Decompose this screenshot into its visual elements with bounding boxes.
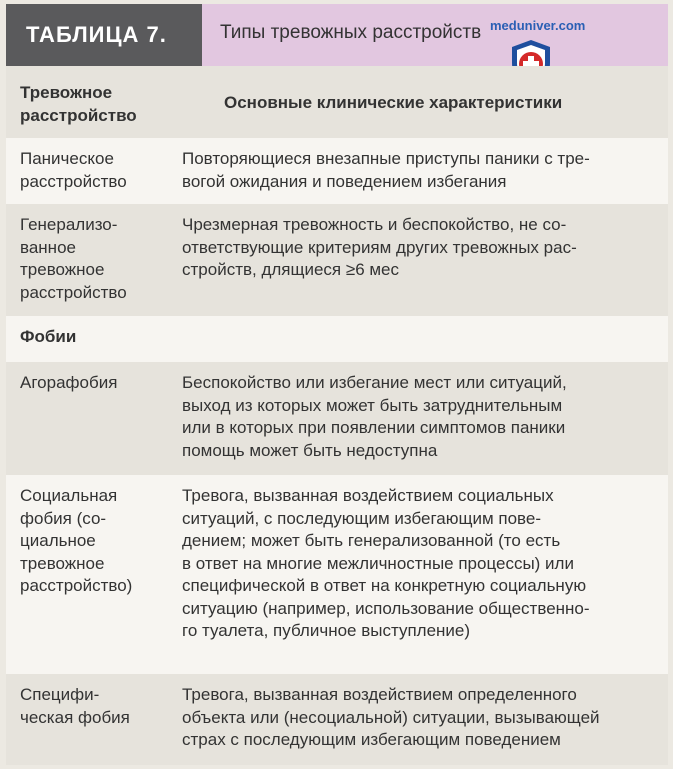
row-name: Специфи- ческая фобия bbox=[20, 685, 130, 727]
row-description: Повторяющиеся внезапные приступы паники с тре- вогой ожидания и поведением избегания bbox=[182, 149, 590, 191]
column-header-characteristics: Основные клинические характеристики bbox=[224, 93, 563, 112]
row-name: Социальная фобия (со- циальное тревожное расстройство) bbox=[20, 486, 133, 595]
row-description: Тревога, вызванная воздействием социальных ситуаций, с последующим избегающим пове- дением; может быть генерализованной (то есть в ответ на многие межличностные процессы) или специфической в ответ на конкретную социальную ситуацию (например, использование общественно- го туалета, публичное выступление) bbox=[182, 486, 590, 640]
column-header-disorder: Тревожное расстройство bbox=[20, 83, 137, 125]
row-description: Беспокойство или избегание мест или ситуаций, выход из которых может быть затруднительным или в которых при появлении симптомов паники помощь может быть недоступна bbox=[182, 373, 567, 460]
table-row bbox=[6, 204, 668, 316]
table-title-bar bbox=[6, 4, 668, 66]
section-title: Фобии bbox=[20, 327, 77, 346]
site-watermark-text: meduniver.com bbox=[490, 18, 586, 33]
row-description: Тревога, вызванная воздействием определенного объекта или (несоциальной) ситуации, вызывающей страх с последующим избегающим поведением bbox=[182, 685, 600, 749]
section-header-phobias bbox=[6, 316, 668, 362]
row-name: Генерализо- ванное тревожное расстройство bbox=[20, 215, 127, 302]
table-row bbox=[6, 475, 668, 674]
table-row bbox=[6, 362, 668, 475]
row-description: Чрезмерная тревожность и беспокойство, не со- ответствующие критериям других тревожных рас- стройств, длящиеся ≥6 мес bbox=[182, 215, 577, 279]
table-header-row bbox=[6, 66, 668, 138]
table-label: ТАБЛИЦА 7. bbox=[6, 4, 202, 66]
table-row bbox=[6, 138, 668, 204]
row-name: Паническое расстройство bbox=[20, 149, 127, 191]
table-row bbox=[6, 674, 668, 765]
table-page bbox=[6, 4, 668, 765]
row-name: Агорафобия bbox=[20, 373, 118, 392]
table-title: Типы тревожных расстройств bbox=[220, 22, 482, 43]
